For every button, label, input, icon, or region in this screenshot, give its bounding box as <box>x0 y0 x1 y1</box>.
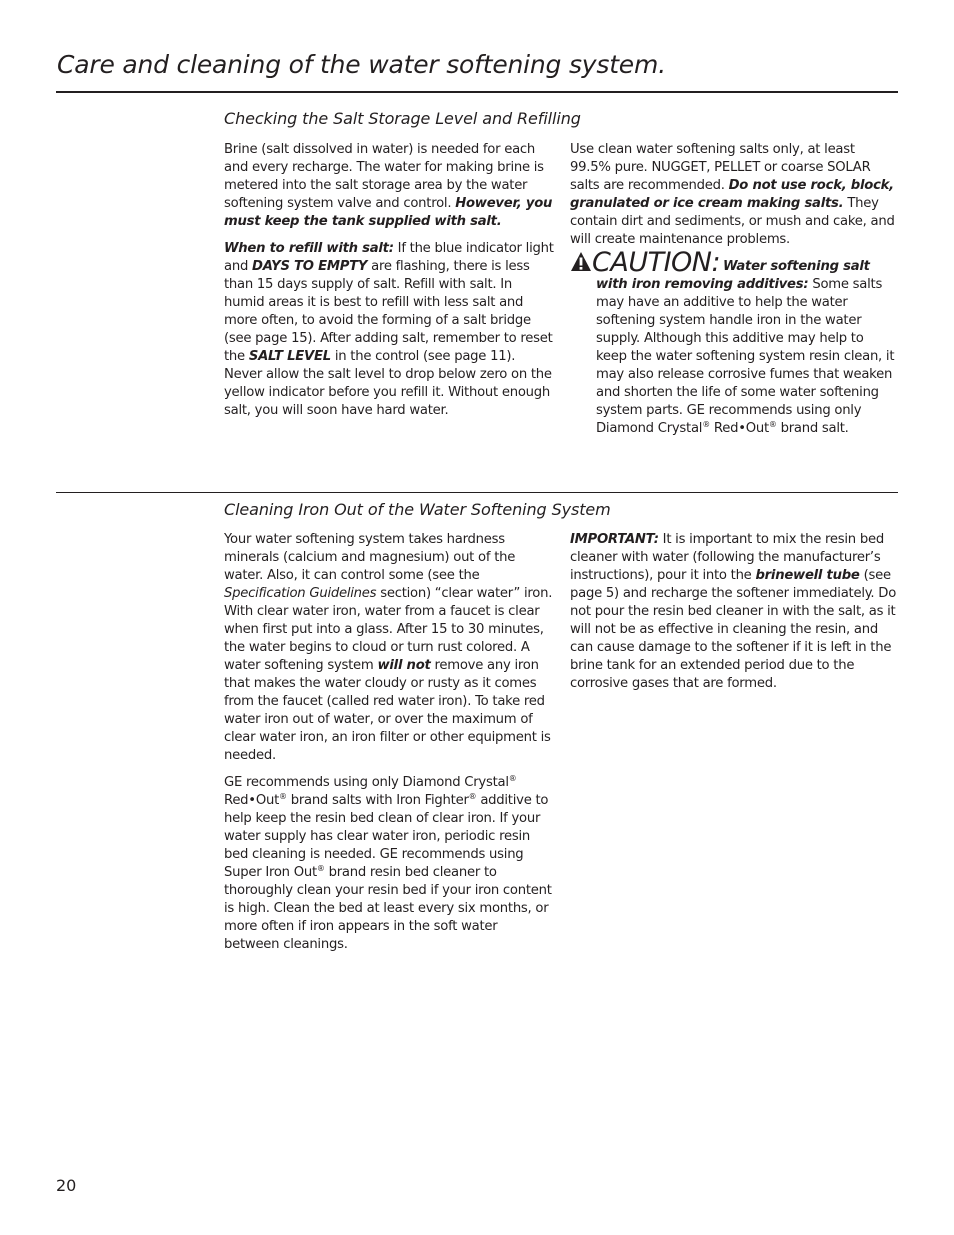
refill-paragraph: When to refill with salt: If the blue indicator light and DAYS TO EMPTY are flashing, there is less than 15 days supply of salt. Refill with salt. In humid areas it is best to refill with less salt and more often, to avoid the forming of a salt bridge (see page 15). After adding salt, remember to reset the SALT LEVEL in the control (see page 11). Never allow the salt level to drop below zero on the yellow indicator before you refill it. Without enough salt, you will soon have hard water. <box>224 241 554 418</box>
caution-heading <box>570 247 721 278</box>
iron-recommend-paragraph: GE recommends using only Diamond Crystal® Red•Out® brand salts with Iron Fighter® additive to help keep the resin bed clean of clear iron. If your water supply has clear water iron, periodic resin bed cleaning is needed. GE recommends using Super Iron Out® brand resin bed cleaner to thoroughly clean your resin bed if your iron content is high. Clean the bed at least every six months, or more often if iron appears in the soft water between cleanings. <box>224 774 552 952</box>
brinewell-tube-label: brinewell tube <box>755 568 860 583</box>
will-not-emphasis: will not <box>377 658 431 673</box>
salt-supply-note: However, you must keep the tank supplied with salt. <box>224 196 553 229</box>
page-title: Care and cleaning of the water softening system. <box>57 50 666 79</box>
salt-level-label: SALT LEVEL <box>248 349 331 364</box>
salt-warning: Do not use rock, block, granulated or ice cream making salts. <box>570 178 894 211</box>
salt-type-paragraph: Use clean water softening salts only, at least 99.5% pure. NUGGET, PELLET or coarse SOLAR salts are recommended. Do not use rock, block, granulated or ice cream making salts. They contain dirt and sediments, or mush and cake, and will create maintenance problems. <box>570 142 895 247</box>
salt-section-heading: Checking the Salt Storage Level and Refilling <box>224 109 581 128</box>
important-paragraph: IMPORTANT: It is important to mix the resin bed cleaner with water (following the manufacturer’s instructions), pour it into the brinewell tube (see page 5) and recharge the softener immediately. Do not pour the resin bed cleaner in with the salt, as it will not be as effective in cleaning the resin, and can cause damage to the softener if it is left in the brine tank for an extended period due to the corrosive gases that are formed. <box>570 532 897 691</box>
salt-intro-paragraph: Brine (salt dissolved in water) is needed for each and every recharge. The water for making brine is metered into the salt storage area by the water softening system valve and control. However, you must keep the tank supplied with salt. <box>224 142 553 229</box>
refill-label: When to refill with salt: <box>224 241 394 256</box>
iron-section-heading: Cleaning Iron Out of the Water Softening System <box>224 500 611 519</box>
iron-intro-paragraph: Your water softening system takes hardness minerals (calcium and magnesium) out of the water. Also, it can control some (see the Specification Guidelines section) “clear water” iron. With clear water iron, water from a faucet is clear when first put into a glass. After 15 to 30 minutes, the water begins to cloud or turn rust colored. A water softening system will not remove any iron that makes the water cloudy or rusty as it comes from the faucet (called red water iron). To take red water iron out of water, or over the maximum of clear water iron, an iron filter or other equipment is needed. <box>224 532 553 763</box>
caution-word: CAUTION: <box>592 247 721 278</box>
salt-left-column <box>224 141 554 429</box>
caution-block: CAUTION: Water softening salt with iron removing additives: Some salts may have an additive to help the water softening system handle iron in the water supply. Although this additive may help to keep the water softening system resin clean, it may also release corrosive fumes that weaken and shorten the life of some water softening system parts. GE recommends using only Diamond Crystal® Red•Out® brand salt. <box>570 258 898 438</box>
page-number: 20 <box>56 1176 77 1195</box>
title-rule <box>56 91 898 93</box>
important-label: IMPORTANT: <box>570 532 659 547</box>
iron-left-column <box>224 531 554 963</box>
section-divider <box>56 492 898 493</box>
spec-guidelines-ref: Specification Guidelines <box>224 586 377 601</box>
caution-label: Water softening salt with iron removing additives: <box>596 259 870 292</box>
iron-right-column <box>570 531 898 702</box>
salt-right-column <box>570 141 898 438</box>
warning-triangle-icon <box>570 251 592 272</box>
days-to-empty-label: DAYS TO EMPTY <box>252 259 368 274</box>
